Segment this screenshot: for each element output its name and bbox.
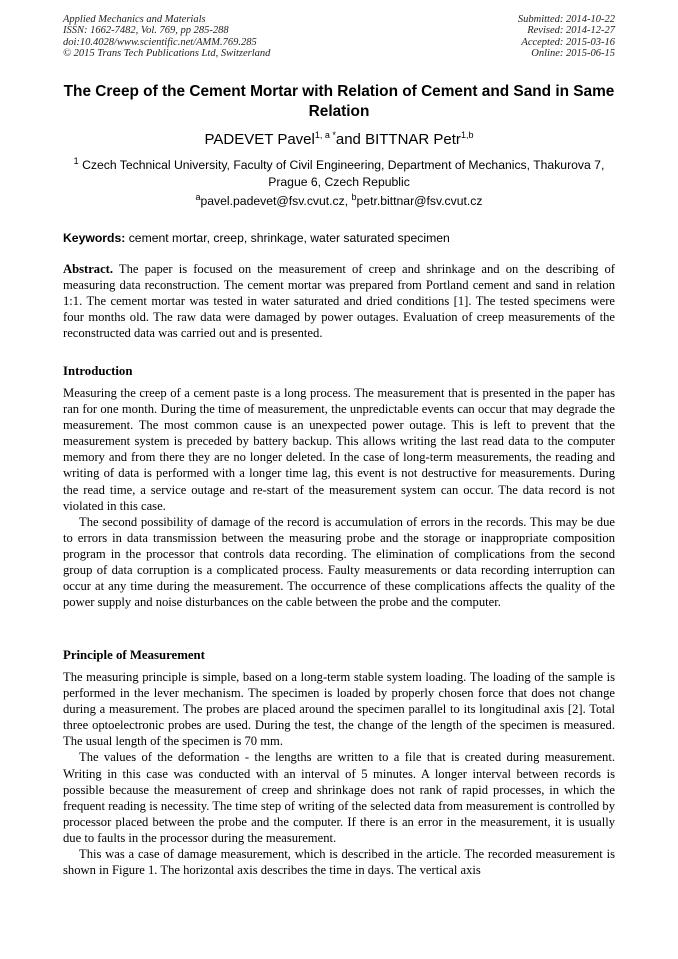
author-emails — [63, 193, 615, 209]
email-b-mark: b — [351, 191, 357, 202]
accepted-date: Accepted: 2015-03-16 — [521, 36, 615, 48]
paragraph: Measuring the creep of a cement paste is a long process. The measurement that is presented in the paper has ran for one month. During the time of measurement, the unpredictable events can occur that may degrade the measurement. The most common cause is an unexpected power outage. This is left to prevent that the measurement system is preceded by battery backup. This allows writing the last read data to the computer memory and from there they are no longer deleted. In the case of long-term measurements, the reading and writing of data is performed with a longer time lag, this event is not destructive for measurements. During the read time, a service outage and re-start of the measurement system can occur. The data record is not violated in this case. — [63, 386, 615, 513]
principle-section — [63, 669, 615, 878]
paragraph: The second possibility of damage of the record is accumulation of errors in the records. This may be due to errors in data transmission between the measuring probe and the storage or inappropriate composition program in the processor that controls data recording. The elimination of complications from the second group of data corruption is a complicated process. Faulty measurements or data recording interruption can occur at any time during the measurement. The occurrence of these complications affects the quality of the power supply and noise disturbances on the cable between the probe and the computer. — [63, 514, 615, 610]
email-a[interactable]: pavel.padevet@fsv.cvut.cz, — [200, 194, 349, 208]
author-2-affiliation-mark: 1,b — [460, 130, 474, 140]
issn-line: ISSN: 1662-7482, Vol. 769, pp 285-288 — [63, 25, 229, 37]
revised-date: Revised: 2014-12-27 — [527, 25, 615, 37]
author-2: BITTNAR Petr — [365, 131, 461, 148]
publication-dates — [518, 14, 615, 60]
submitted-date: Submitted: 2014-10-22 — [517, 14, 615, 25]
paragraph: The measuring principle is simple, based on a long-term stable system loading. The loading of the sample is performed in the lever mechanism. The specimen is loaded by properly chosen force that does not change during a measurement. The probes are placed around the specimen parallel to its longitudinal axis [2]. Total three optoelectronic probes are used. During the test, the change of the length of the specimen is measured. The usual length of the specimen is 70 mm. — [63, 670, 615, 749]
journal-name: Applied Mechanics and Materials — [63, 14, 206, 25]
doi-line: doi:10.4028/www.scientific.net/AMM.769.285 — [63, 36, 257, 48]
affiliation — [63, 157, 615, 191]
paragraph: This was a case of damage measurement, which is described in the article. The recorded measurement is shown in Figure 1. The horizontal axis describes the time in days. The vertical axis — [63, 847, 615, 878]
online-date: Online: 2015-06-15 — [531, 48, 615, 60]
copyright-line: © 2015 Trans Tech Publications Ltd, Switzerland — [63, 48, 271, 60]
author-1: PADEVET Pavel — [204, 131, 315, 148]
abstract-label: Abstract. — [63, 262, 114, 276]
introduction-section — [63, 385, 615, 610]
author-line — [63, 130, 615, 150]
affiliation-mark: 1 — [73, 155, 79, 166]
paragraph: The values of the deformation - the lengths are written to a file that is created during measurement. Writing in this case was conducted with an interval of 5 minutes. A longer interval between records is possible because the measurement of creep and shrinkage does not rank of rapid processes, in which the frequent reading is necessity. The time step of writing of the selected data from measurement is controlled by processor placed between the probe and the computer. If there is an error in the measurement, it is usually due to faults in the processor during the measurement. — [63, 750, 615, 845]
email-b[interactable]: petr.bittnar@fsv.cvut.cz — [356, 194, 483, 208]
author-1-affiliation-mark: 1, a * — [314, 130, 336, 140]
abstract-text: The paper is focused on the measurement of creep and shrinkage and on the describing of measuring data reconstruction. The cement mortar was prepared from Portland cement and sand in relation 1:1. The cement mortar was tested in water saturated and dried conditions [1]. The tested specimens were four months old. The raw data were damaged by power outages. Evaluation of creep measurements of the reconstructed data was carried out and is presented. — [63, 262, 616, 341]
abstract — [63, 261, 615, 341]
email-a-mark: a — [195, 191, 201, 202]
principle-heading: Principle of Measurement — [63, 648, 205, 662]
journal-info — [63, 14, 270, 60]
paper-title: The Creep of the Cement Mortar with Relation of Cement and Sand in Same Relation — [63, 83, 615, 120]
affiliation-text: Czech Technical University, Faculty of Civil Engineering, Department of Mechanics, Thakurova 7, Prague 6, Czech Republic — [82, 158, 605, 189]
keywords — [63, 230, 615, 246]
keywords-label: Keywords: — [63, 231, 126, 245]
author-conjunction: and — [335, 131, 361, 148]
introduction-heading: Introduction — [63, 364, 133, 378]
keywords-text: cement mortar, creep, shrinkage, water saturated specimen — [128, 231, 450, 245]
